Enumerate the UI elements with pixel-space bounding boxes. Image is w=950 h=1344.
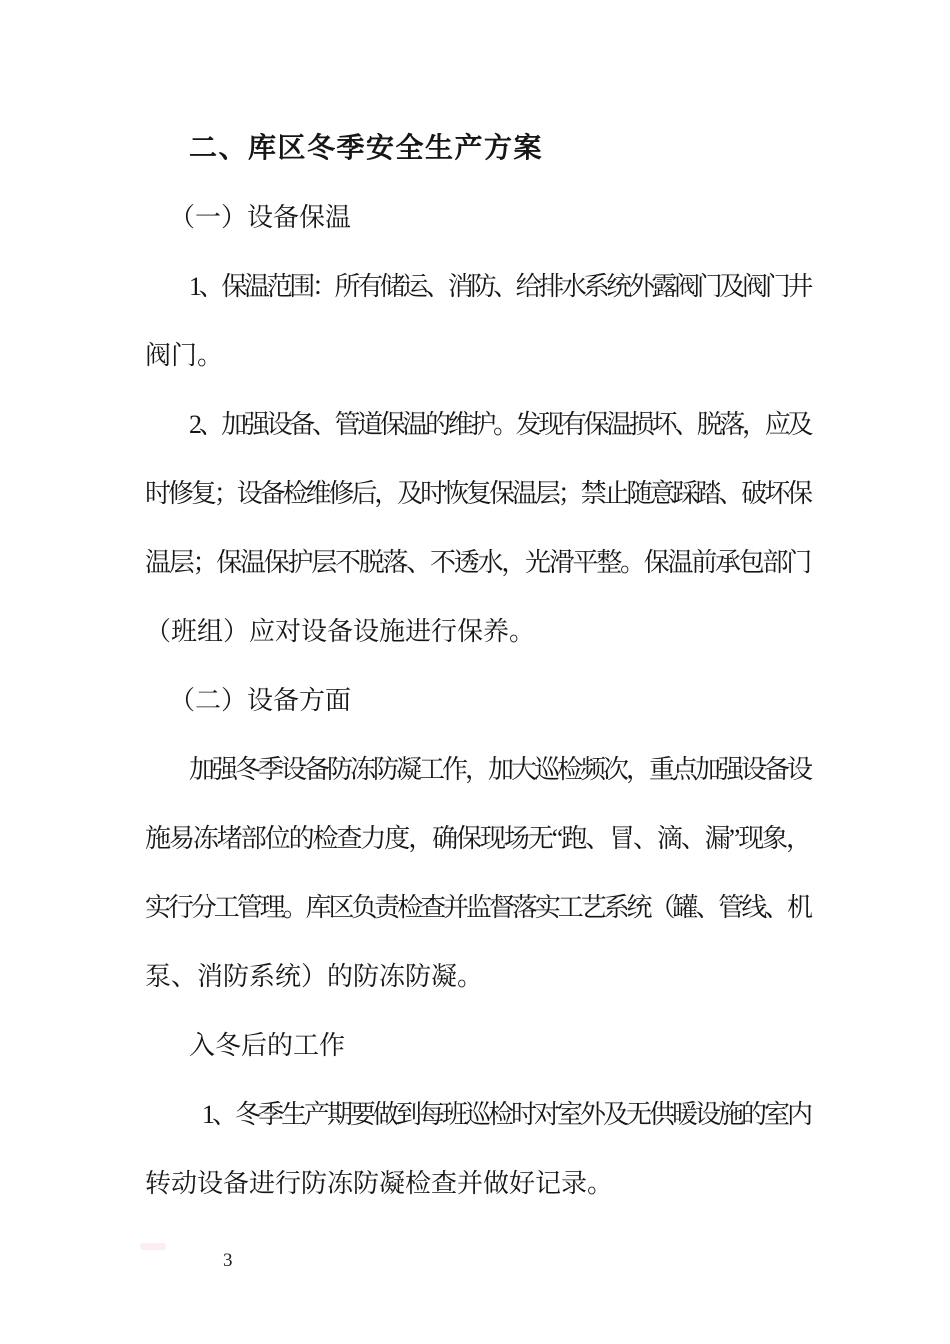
line-text: 时修复；设备检维修后，及时恢复保温层；禁止随意踩踏、破坏保 — [145, 479, 810, 508]
paragraph-line — [145, 252, 810, 321]
section-heading-text: 二、库区冬季安全生产方案 — [189, 133, 544, 164]
paragraph-line — [145, 1080, 810, 1149]
line-text: 1、保温范围：所有储运、消防、给排水系统外露阀门及阀门井 — [189, 272, 810, 301]
paragraph-line — [145, 597, 810, 666]
paragraph-line — [145, 804, 810, 873]
section-heading — [145, 114, 810, 183]
paragraph-line — [145, 735, 810, 804]
line-text: 1、冬季生产期要做到每班巡检时对室外及无供暖设施的室内 — [202, 1100, 810, 1129]
line-text: （班组）应对设备设施进行保养。 — [145, 617, 536, 646]
line-text: 泵、消防系统）的防冻防凝。 — [145, 962, 484, 991]
subsection-heading — [145, 666, 810, 735]
line-text: 入冬后的工作 — [189, 1031, 346, 1060]
document-body — [145, 114, 810, 1218]
line-text: （一）设备保温 — [169, 203, 352, 232]
line-text: 加强冬季设备防冻防凝工作，加大巡检频次，重点加强设备设 — [189, 755, 810, 784]
paragraph-line — [145, 459, 810, 528]
paragraph-line — [145, 1011, 810, 1080]
paragraph-line — [145, 321, 810, 390]
paragraph-line — [145, 528, 810, 597]
subsection-heading — [145, 183, 810, 252]
line-text: 2、加强设备、管道保温的维护。发现有保温损坏、脱落，应及 — [189, 410, 810, 439]
line-text: 施易冻堵部位的检查力度，确保现场无“跑、冒、滴、漏”现象， — [145, 824, 810, 853]
line-text: 转动设备进行防冻防凝检查并做好记录。 — [145, 1169, 614, 1198]
line-text: 实行分工管理。库区负责检查并监督落实工艺系统（罐、管线、机 — [145, 893, 810, 922]
page-number: 3 — [223, 1250, 233, 1271]
paragraph-line — [145, 1149, 810, 1218]
footer-pink-mark — [140, 1243, 166, 1250]
paragraph-line — [145, 873, 810, 942]
line-text: 温层；保温保护层不脱落、不透水，光滑平整。保温前承包部门 — [145, 548, 810, 577]
paragraph-line — [145, 390, 810, 459]
line-text: （二）设备方面 — [169, 686, 352, 715]
paragraph-line — [145, 942, 810, 1011]
line-text: 阀门。 — [145, 341, 224, 370]
